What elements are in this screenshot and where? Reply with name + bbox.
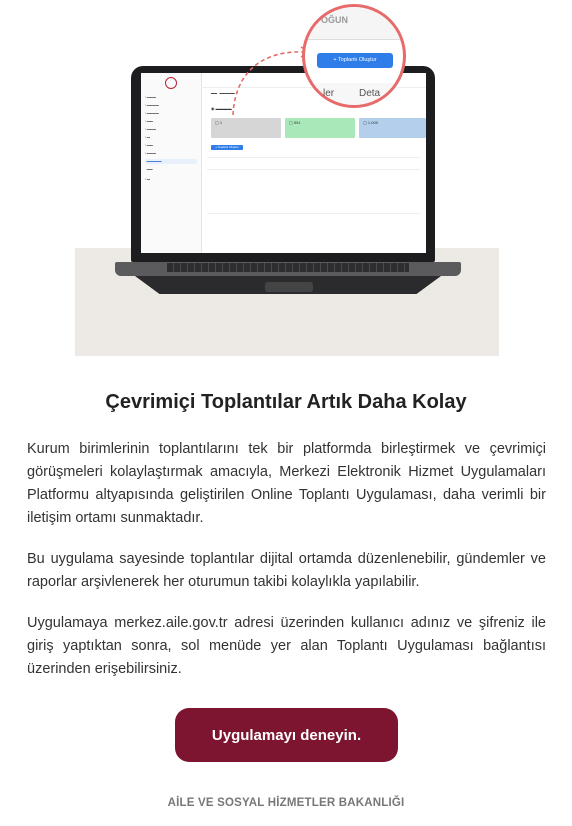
zoom-header: OĞUN (305, 7, 403, 40)
app-menu-item: ▪ ▬▬ (145, 119, 153, 123)
laptop-keyboard (167, 263, 409, 272)
app-stat-card: ▢ 591 (285, 118, 355, 138)
app-divider (207, 213, 420, 214)
app-stat-card: ▢ 1.005 (359, 118, 426, 138)
access-paragraph: Uygulamaya merkez.aile.gov.tr adresi üzerinden kullanıcı adınız ve şifreniz ile giriş yaptıktan sonra, sol menüde yer alan Toplantı Uygulaması bağlantısı üzerinden erişebilirsiniz. (27, 615, 546, 677)
app-sidebar (141, 73, 202, 253)
try-app-button[interactable]: Uygulamayı deneyin. (175, 708, 398, 762)
app-menu-item: ▪ ▬▬▬ (145, 151, 156, 155)
zoom-callout (302, 4, 406, 108)
app-menu-item: ▪ ▬▬▬ (145, 95, 156, 99)
app-menu-item: ▪ ▬▬ (145, 143, 153, 147)
zoom-create-meeting-button: + Toplantı Oluştur (317, 53, 393, 68)
app-breadcrumb: ▬▬ · ▬▬▬▬▬ (211, 91, 235, 95)
screen-tab-label: ler (323, 88, 335, 99)
app-menu-item-active: ▬▬▬▬▬ (145, 159, 197, 164)
app-menu-item: ▪ ▬▬▬ (145, 127, 156, 131)
app-menu-item: ▪ ▬▬▬▬ (145, 111, 159, 115)
ministry-footer: AİLE VE SOSYAL HİZMETLER BAKANLIĞI (167, 797, 405, 809)
app-page-heading: ◉ ▬▬▬▬ (211, 106, 232, 111)
app-menu-item: ▪ ▬ (145, 135, 150, 139)
app-divider (207, 157, 420, 158)
app-divider (207, 169, 420, 170)
ministry-logo-icon (165, 77, 177, 89)
app-create-meeting-button: + Toplantı Oluştur (211, 145, 243, 150)
features-paragraph: Bu uygulama sayesinde toplantılar dijital ortamda düzenlenebilir, gündemler ve raporlar arşivlenerek her oturumun takibi kolaylıkla yapılabilir. (27, 551, 546, 590)
page-title: Çevrimiçi Toplantılar Artık Daha Kolay (105, 391, 467, 413)
hero-image (75, 0, 499, 356)
app-menu-item: ▪ ▬▬▬▬ (145, 103, 159, 107)
screen-tab-label: Deta (359, 88, 381, 99)
app-menu-item: ▪ ▬ (145, 177, 150, 181)
laptop-trackpad (265, 282, 313, 292)
app-menu-item: ▬▬ (145, 167, 153, 171)
zoom-footer (305, 83, 403, 105)
intro-paragraph: Kurum birimlerinin toplantılarını tek bir platformda birleştirmek ve çevrimiçi görüşmeleri kolaylaştırmak amacıyla, Merkezi Elektronik Hizmet Uygulamaları Platformu altyapısında geliştirilen Online Toplantı Uygulaması, daha verimli bir iletişim ortamı sunmaktadır. (27, 441, 546, 526)
app-stat-card: ▢ 1 (211, 118, 281, 138)
